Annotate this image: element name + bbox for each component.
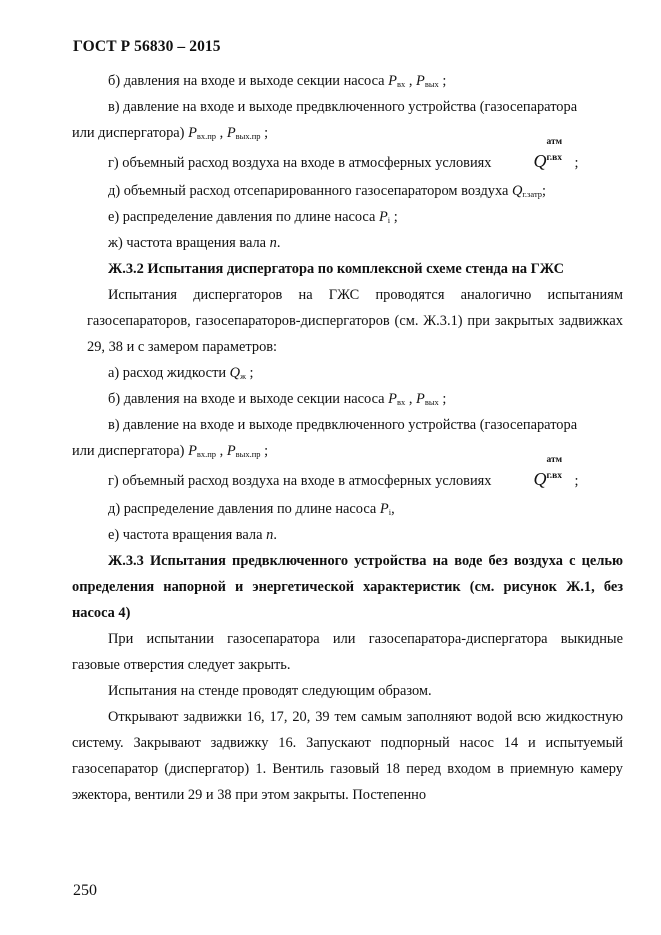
page-number: 250 — [73, 882, 97, 899]
math-separator: , — [216, 443, 227, 459]
item-text: а) расход жидкости — [108, 365, 227, 381]
math-subscript: г.вх — [546, 471, 562, 481]
math-subscript: г.затр — [522, 189, 543, 199]
item-text: е) распределение давления по длине насоса — [108, 209, 376, 225]
item-punct: ; — [260, 125, 269, 141]
item-punct: ; — [245, 365, 254, 381]
math-subscript: вх.пр — [196, 131, 217, 141]
list-item — [72, 178, 623, 204]
item-text: или диспергатора) — [72, 125, 185, 141]
item-text: б) давления на входе и выходе секции насоса — [108, 391, 385, 407]
math-symbol: P — [416, 73, 425, 89]
item-punct: ; — [574, 155, 579, 171]
math-subscript: i — [388, 507, 392, 517]
math-symbol: Q — [229, 365, 241, 381]
math-separator: , — [216, 125, 227, 141]
math-q-atm — [497, 137, 574, 176]
item-text: е) частота вращения вала — [108, 527, 263, 543]
item-punct: ; — [542, 183, 547, 199]
paragraph: При испытании газосепаратора или газосепаратора-диспергатора выкидные газовые отверстия следует закрыть. — [72, 631, 623, 673]
paragraph: Испытания на стенде проводят следующим образом. — [108, 683, 432, 699]
math-subscript: вых.пр — [235, 449, 261, 459]
list-item — [72, 230, 623, 256]
math-symbol: n — [269, 235, 277, 251]
math-subscript: ж — [240, 371, 246, 381]
list-item — [72, 94, 623, 120]
list-item — [72, 412, 623, 438]
math-superscript: атм — [546, 137, 563, 147]
item-text: в) давление на входе и выходе предвключенного устройства (газосепаратора — [108, 417, 578, 433]
list-item — [72, 455, 623, 496]
document-header: ГОСТ Р 56830 – 2015 — [73, 38, 221, 55]
item-text: д) объемный расход отсепарированного газосепаратором воздуха — [108, 183, 509, 199]
math-subscript: вых — [424, 397, 439, 407]
list-item — [72, 386, 623, 412]
list-item — [72, 360, 623, 386]
math-symbol: P — [188, 443, 197, 459]
paragraph — [87, 282, 623, 360]
math-symbol: P — [378, 209, 388, 225]
math-symbol: Q — [511, 183, 523, 199]
item-text: в) давление на входе и выходе предвключенного устройства (газосепаратора — [108, 99, 578, 115]
item-punct: ; — [574, 473, 579, 489]
item-punct: ; — [438, 73, 447, 89]
math-subscript: i — [387, 215, 391, 225]
list-item — [72, 137, 623, 178]
math-subscript: вых — [424, 79, 439, 89]
list-item — [72, 68, 623, 94]
section-heading: Ж.3.2 Испытания диспергатора по комплексной схеме стенда на ГЖС — [108, 261, 565, 277]
math-symbol: P — [388, 391, 397, 407]
item-text: г) объемный расход воздуха на входе в атмосферных условиях — [108, 155, 492, 171]
math-subscript: г.вх — [546, 153, 562, 163]
math-subscript: вх — [396, 79, 406, 89]
item-punct: ; — [390, 209, 398, 225]
math-q-atm — [497, 455, 574, 494]
math-symbol: P — [416, 391, 425, 407]
item-punct: . — [273, 527, 277, 543]
math-subscript: вх — [396, 397, 406, 407]
list-item — [72, 496, 623, 522]
math-symbol: P — [226, 443, 236, 459]
math-symbol: Q — [533, 469, 547, 489]
item-punct: . — [276, 235, 281, 251]
math-symbol: P — [379, 501, 389, 517]
math-superscript: атм — [546, 455, 563, 465]
item-text: г) объемный расход воздуха на входе в атмосферных условиях — [108, 473, 492, 489]
math-separator: , — [405, 391, 417, 407]
math-symbol: Q — [533, 151, 547, 171]
item-text: или диспергатора) — [72, 443, 185, 459]
math-subscript: вх.пр — [196, 449, 217, 459]
item-punct: , — [391, 501, 395, 517]
section-heading: Ж.3.3 Испытания предвключенного устройства на воде без воздуха с целью определения напорной и энергетической характеристик (см. рисунок Ж.1, без насоса 4) — [72, 553, 623, 621]
math-subscript: вых.пр — [235, 131, 261, 141]
paragraph-text: Испытания диспергаторов на ГЖС проводятся аналогично испытаниям газосепараторов, газосепараторов-диспергаторов (см. Ж.3.1) при закрытых задвижках 29, 38 и с замером параметров: — [87, 287, 623, 355]
item-text: б) давления на входе и выходе секции насоса — [108, 73, 385, 89]
item-text: д) распределение давления по длине насоса — [108, 501, 377, 517]
math-symbol: P — [188, 125, 197, 141]
math-symbol: P — [226, 125, 236, 141]
list-item — [72, 204, 623, 230]
item-punct: ; — [438, 391, 447, 407]
item-text: ж) частота вращения вала — [108, 235, 267, 251]
paragraph: Открывают задвижки 16, 17, 20, 39 тем самым заполняют водой всю жидкостную систему. Закрывают задвижку 16. Запускают подпорный насос 14 и испытуемый газосепаратор (диспергатор) 1. Вентиль газовый 18 перед входом в приемную камеру эжектора, вентили 29 и 38 при этом закрыты. Постепенно — [72, 709, 623, 803]
math-symbol: P — [388, 73, 397, 89]
math-separator: , — [405, 73, 417, 89]
document-body — [72, 68, 623, 808]
math-symbol: n — [266, 527, 274, 543]
item-punct: ; — [260, 443, 269, 459]
list-item — [72, 522, 623, 548]
